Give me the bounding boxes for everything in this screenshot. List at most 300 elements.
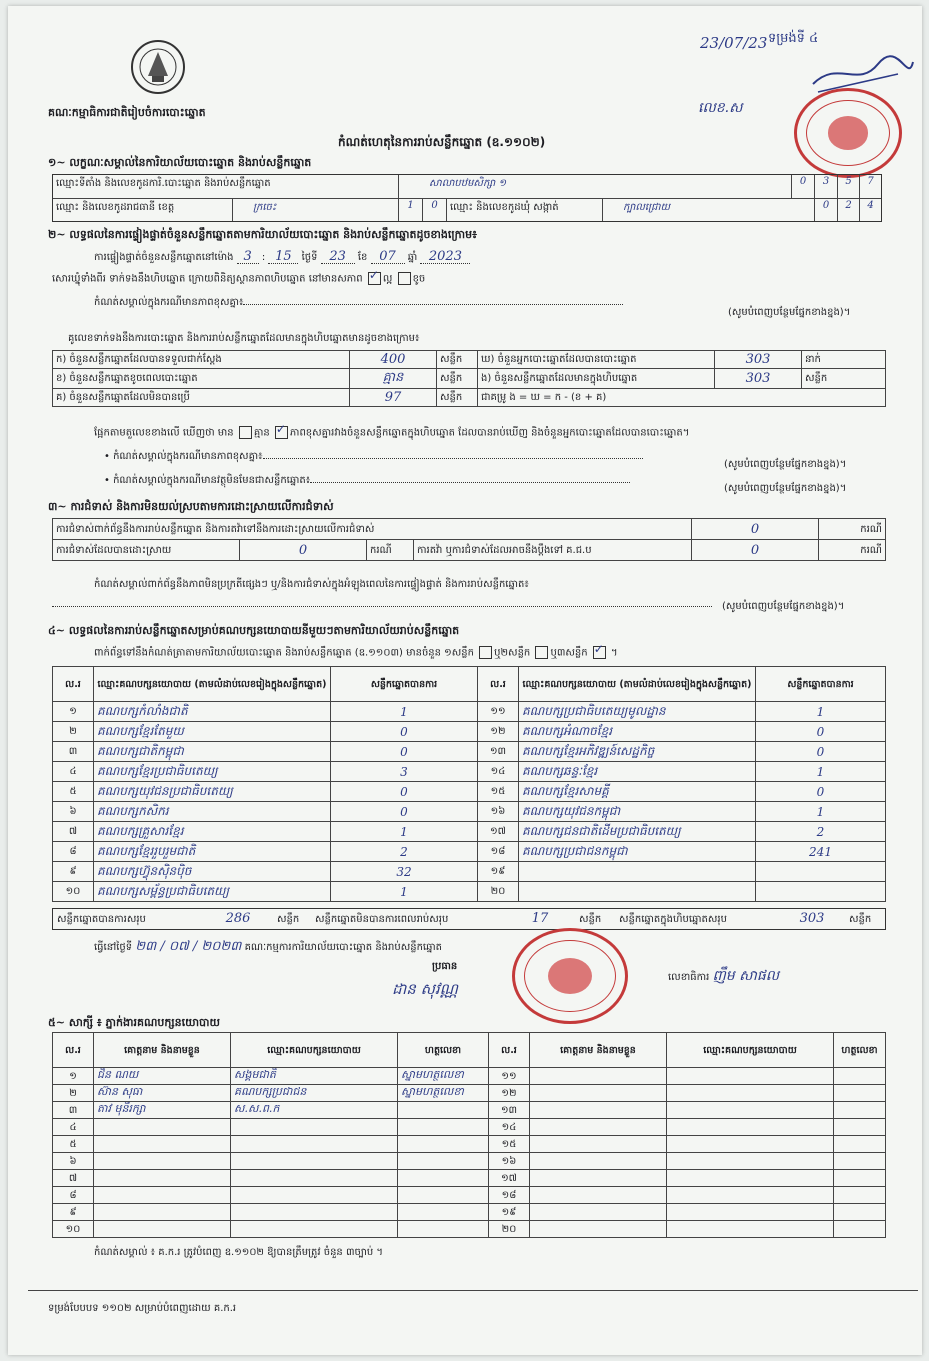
note-line [94,296,623,309]
section1-heading: ១~ លក្ខណៈសម្គាល់នៃការិយាល័យបោះឆ្នោត និងរាប់សន្លឹកឆ្នោត [48,156,312,169]
witness-signature [834,1085,886,1102]
w-col-party-right: ឈ្មោះគណបក្សនយោបាយ [667,1033,834,1068]
day-value: 23 [321,250,355,264]
witness-name [530,1085,667,1102]
witness-no: ១៣ [489,1102,530,1119]
party-name: គណបក្សឆន្ទៈខ្មែរ [519,762,756,782]
witness-name: តាវ មុនីរក្សា [94,1102,231,1119]
row-d-value: 303 [715,351,802,369]
objection-row2-right-unit: ករណី [819,540,886,561]
party-votes: 0 [756,722,886,742]
objection-row1-value: 0 [692,519,819,540]
witness-signature [834,1153,886,1170]
table-row [53,1153,886,1170]
party-no: ៤ [53,762,94,782]
row2-commune-code-3: 4 [867,200,874,211]
section3-hint: (សូមបំពេញបន្ថែមផ្នែកខាងខ្នង)។ [722,601,845,612]
party-no: ៩ [53,862,94,882]
witness-party [667,1204,834,1221]
witness-no: ១៥ [489,1136,530,1153]
witness-party [231,1170,398,1187]
row2-commune-value: ក្បាលជ្រោយ [603,199,815,221]
party-votes: 1 [331,822,478,842]
table-row [53,1068,886,1085]
total-box-value: 303 [799,911,825,926]
objection-row1-label: ការជំទាស់ពាក់ព័ន្ធនឹងការរាប់សន្លឹកឆ្នោត និងការតវ៉ាទៅនឹងការដោះស្រាយលើការជំទាស់ [53,519,692,540]
witness-name [530,1102,667,1119]
party-name: គណបក្សខ្មែរតែមួយ [94,722,331,742]
verification-time-line: ការផ្ទៀងផ្ទាត់ចំនួនសន្លឹកឆ្នោតនៅម៉ោង 3 : 15 ថ្ងៃទី 23 ខែ 07 ឆ្នាំ 2023 [94,250,470,264]
witness-party: គណបក្សប្រជាជន [231,1085,398,1102]
witness-no: ១៨ [489,1187,530,1204]
objection-table [52,518,886,561]
total-valid-label: សន្លឹកឆ្នោតបានការសរុប [57,914,146,925]
witness-name [94,1153,231,1170]
chair-signature: ដាន សុវណ្ណ [392,980,458,998]
form-title: កំណត់ហេតុនៃការរាប់សន្លឹកឆ្នោត (ឧ.១១០២) [338,135,546,149]
witness-table [52,1032,886,1238]
ballot-box-condition-line [52,272,425,286]
party-name: គណបក្សខ្មែរប្រជាធិបតេយ្យ [94,762,331,782]
witness-party [667,1170,834,1187]
section5-heading: ៥~ សាក្សី ៖ ភ្នាក់ងារគណបក្សនយោបាយ [48,1016,221,1029]
year-label: ឆ្នាំ [407,252,418,263]
sheet1-checkbox[interactable] [479,646,492,659]
witness-name [530,1204,667,1221]
witness-name [94,1170,231,1187]
row-c-value: 97 [350,389,437,407]
witness-party [667,1153,834,1170]
party-name: គណបក្សជាតិកម្ពុជា [94,742,331,762]
section3-note: កំណត់សម្គាល់ពាក់ព័ន្ធនឹងភាពមិនប្រក្រតីផ្សេងៗ ឬ/និងការជំទាស់ក្នុងអំឡុងពេលនៃការផ្ទៀងផ្ទាត់ និងការរាប់សន្លឹកឆ្នោត៖ [94,579,529,590]
row2-code-1: 1 [399,199,423,221]
party-name: គណបក្សជនជាតិដើមប្រជាធិបតេយ្យ [519,822,756,842]
witness-name [530,1153,667,1170]
party-name [519,882,756,902]
witness-party [667,1221,834,1238]
section4-heading: ៤~ លទ្ធផលនៃការរាប់សន្លឹកឆ្នោតសម្រាប់គណបក្សនយោបាយនីមួយៗតាមការិយាល័យរាប់សន្លឹកឆ្នោត [48,624,460,637]
handwritten-office: លេខ.ស [698,100,743,116]
total-invalid-value: 17 [531,911,549,926]
witness-signature [834,1136,886,1153]
w-col-name-right: គោត្តនាម និងនាមខ្លួន [530,1033,667,1068]
party-name: គណបក្សហ៊្វុនស៊ិនប៉ិច [94,862,331,882]
witness-party [667,1187,834,1204]
witness-signature [834,1068,886,1085]
bullet1-hint: (សូមបំពេញបន្ថែមផ្នែកខាងខ្នង)។ [724,459,847,470]
objection-row2-value: 0 [240,540,367,561]
witness-party [231,1187,398,1204]
row-e-label: ង) ចំនួនសន្លឹកឆ្នោតដែលមានក្នុងហិបឆ្នោត [478,369,715,389]
minute-value: 15 [268,250,298,264]
table-row [53,822,886,842]
table-row [53,351,886,369]
year-value: 2023 [420,250,470,264]
witness-signature [398,1221,489,1238]
table-row [53,722,886,742]
intro-text: ពាក់ព័ន្ធទៅនឹងកំណត់ត្រាតាមការិយាល័យបោះឆ្នោត និងរាប់សន្លឹកឆ្នោត (ឧ.១១០៣) មានចំនួន ១សន្លឹក [94,647,474,659]
party-votes: 0 [331,722,478,742]
table-row [53,1085,886,1102]
row-d-unit: នាក់ [802,351,886,369]
condition-text: សោរឃ្នុំទាំងពីរ ទាក់ទងនឹងហិបឆ្នោត ក្រោយពិនិត្យស្ថានភាពហិបឆ្នោត នៅមានសភាព [52,273,363,285]
party-name: គណបក្សប្រជាធិបតេយ្យមូលដ្ឋាន [519,702,756,722]
witness-name [94,1187,231,1204]
party-no: ៦ [53,802,94,822]
witness-signature [834,1204,886,1221]
party-votes: 1 [331,702,478,722]
row1-code-2: 3 [815,175,838,199]
party-name [519,862,756,882]
opt3-label: ឬ៣សន្លឹក [550,647,588,659]
chair-label: ប្រធាន [432,961,458,972]
total-invalid-unit: សន្លឹក [579,914,602,925]
party-votes: 2 [331,842,478,862]
condition-ok-label: ល្អ [382,273,393,285]
org-name: គណៈកម្មាធិការជាតិរៀបចំការបោះឆ្នោត [48,106,206,119]
w-col-no-left: ល.រ [53,1033,94,1068]
witness-signature [834,1102,886,1119]
party-name: គណបក្សខ្មែរអភិវឌ្ឍន៍សេដ្ឋកិច្ច [519,742,756,762]
party-name: គណបក្សខ្មែររួបរួមជាតិ [94,842,331,862]
party-name: គណបក្សអំណាចខ្មែរ [519,722,756,742]
party-no: ៨ [53,842,94,862]
compare-line [94,426,689,440]
compare-text: ផ្អែកតាមតួលេខខាងលើ ឃើញថា មាន [94,427,234,439]
party-votes: 1 [756,802,886,822]
party-no: ១៩ [478,862,519,882]
party-votes: 0 [331,782,478,802]
date-value: ២៣ / ០៧ / ២០២៣ [135,939,242,954]
table-row [53,762,886,782]
witness-signature [834,1119,886,1136]
bullet1: • កំណត់សម្គាល់ក្នុងករណីមានភាពខុសគ្នា៖ [104,450,643,463]
row2-code-2: 0 [423,199,447,221]
section2-heading: ២~ លទ្ធផលនៃការផ្ទៀងផ្ទាត់ចំនួនសន្លឹកឆ្នោតតាមការិយាល័យបោះឆ្នោត និងរាប់សន្លឹកឆ្នោតដូចខាងក្រោម៖ [48,228,477,241]
party-results-table [52,666,886,902]
form-code: ទម្រង់ទី ៤ [768,31,819,46]
day-label: ថ្ងៃទី [301,252,318,263]
witness-name [94,1136,231,1153]
party-name: គណបក្សយុវជនកម្ពុជា [519,802,756,822]
party-votes [756,882,886,902]
witness-signature [834,1170,886,1187]
secretary-line [668,970,779,984]
witness-no: ១ [53,1068,94,1085]
witness-party [231,1119,398,1136]
party-no: ២ [53,722,94,742]
table-header-row [53,1033,886,1068]
signature-scribble-icon [808,54,918,94]
table-row [53,1119,886,1136]
nec-emblem-icon [128,38,188,96]
witness-signature [398,1153,489,1170]
time-line-label: ការផ្ទៀងផ្ទាត់ចំនួនសន្លឹកឆ្នោតនៅម៉ោង [94,252,234,263]
formula: ជាគម្រូ ង = ឃ = ក - (ខ + គ) [478,389,886,407]
opt2-label: ឬ២សន្លឹក [494,647,531,659]
party-name: គណបក្សយុវជនប្រជាធិបតេយ្យ [94,782,331,802]
party-name: គណបក្សគ្រួសារខ្មែរ [94,822,331,842]
condition-bad-checkbox[interactable] [398,272,411,285]
row-c-unit: សន្លឹក [437,389,478,407]
witness-party [231,1204,398,1221]
total-valid-value: 286 [225,911,251,926]
table-row [53,1221,886,1238]
party-no: ២០ [478,882,519,902]
month-value: 07 [371,250,405,264]
witness-signature [398,1136,489,1153]
section4-intro: ពាក់ព័ន្ធទៅនឹងកំណត់ត្រាតាមការិយាល័យបោះឆ្នោត និងរាប់សន្លឹកឆ្នោត (ឧ.១១០៣) មានចំនួន ១សន្លឹក ឬ២សន្លឹក ឬ៣សន្លឹក ✓ ។ [94,646,618,660]
w-col-sign-left: ហត្ថលេខា [398,1033,489,1068]
party-votes: 3 [331,762,478,782]
section5-footnote: កំណត់សម្គាល់ ៖ គ.ក.រ ត្រូវបំពេញ ឧ.១១០២ ឱ្យបានត្រឹមត្រូវ ចំនួន ៣ច្បាប់ ។ [94,1247,383,1258]
witness-name [530,1187,667,1204]
row-e-unit: សន្លឹក [802,369,886,389]
party-no: ១៣ [478,742,519,762]
witness-party [667,1102,834,1119]
party-no: ១២ [478,722,519,742]
party-votes: 0 [331,802,478,822]
party-votes [756,862,886,882]
row-a-value: 400 [350,351,437,369]
objection-row2-right-label: ការតវ៉ា ឬការជំទាស់ដែលអាចនឹងប្តឹងទៅ គ.ជ.ប [414,540,692,561]
witness-signature [834,1221,886,1238]
row-b-value: គ្មាន [350,369,437,389]
witness-signature [834,1187,886,1204]
witness-party [667,1068,834,1085]
table-row [53,540,886,561]
witness-name [94,1119,231,1136]
witness-no: ៧ [53,1170,94,1187]
witness-party [231,1153,398,1170]
note-hint: (សូមបំពេញបន្ថែមផ្នែកខាងខ្នង)។ [728,307,851,318]
table-row [53,862,886,882]
witness-party [231,1221,398,1238]
party-no: ១៧ [478,822,519,842]
party-votes: 1 [756,702,886,722]
witness-name [530,1136,667,1153]
witness-signature [398,1187,489,1204]
table-row [53,1187,886,1204]
objection-row2-right-value: 0 [692,540,819,561]
party-votes: 1 [331,882,478,902]
date-line [94,940,442,954]
condition-bad-label: ខូច [412,273,426,285]
party-votes: 0 [756,782,886,802]
row1-code-1: 0 [792,175,815,199]
party-no: ៧ [53,822,94,842]
sheet3-checkbox[interactable] [593,646,606,659]
col-no-right: ល.រ [478,667,519,702]
footer-text: ទម្រង់បែបបទ ១១០២ សម្រាប់បំពេញដោយ គ.ក.រ [48,1303,237,1314]
party-no: ១៥ [478,782,519,802]
document-page [8,6,922,1355]
party-no: ១៤ [478,762,519,782]
party-no: ១១ [478,702,519,722]
sheet2-checkbox[interactable] [535,646,548,659]
secretary-label: លេខាធិការ [668,972,710,983]
witness-no: ៣ [53,1102,94,1119]
col-no-left: ល.រ [53,667,94,702]
witness-no: ១៩ [489,1204,530,1221]
witness-no: ១៦ [489,1153,530,1170]
witness-name [530,1119,667,1136]
row-c-label: គ) ចំនួនសន្លឹកឆ្នោតដែលមិនបានប្រើ [53,389,350,407]
witness-signature [398,1119,489,1136]
witness-party [231,1136,398,1153]
witness-party [667,1085,834,1102]
row-a-unit: សន្លឹក [437,351,478,369]
w-col-party-left: ឈ្មោះគណបក្សនយោបាយ [231,1033,398,1068]
party-votes: 1 [756,762,886,782]
row1-label: ឈ្មោះទីតាំង និងលេខកូដការិ.បោះឆ្នោត និងរាប់សន្លឹកឆ្នោត [53,175,399,199]
witness-no: ១២ [489,1085,530,1102]
witness-no: ៥ [53,1136,94,1153]
bullet2: • កំណត់សម្គាល់ក្នុងករណីមានវត្ថុមិនមែនជាសន្លឹកឆ្នោត៖ [104,474,630,487]
row1-code-4: 7 [860,175,881,199]
table-row [53,742,886,762]
witness-name [530,1221,667,1238]
condition-ok-checkbox[interactable] [368,272,381,285]
w-col-no-right: ល.រ [489,1033,530,1068]
witness-party: សង្គមជាតិ [231,1068,398,1085]
witness-signature [398,1170,489,1187]
witness-name [530,1068,667,1085]
witness-no: ១៤ [489,1119,530,1136]
section1-table [52,174,882,222]
witness-no: ១៧ [489,1170,530,1187]
total-box-unit: សន្លឹក [849,914,872,925]
party-no: ១០ [53,882,94,902]
table-row [53,519,886,540]
table-row [53,1170,886,1187]
table-row [53,842,886,862]
objection-row2-unit: ករណី [367,540,414,561]
footer-divider [28,1290,918,1291]
total-valid-unit: សន្លឹក [277,914,300,925]
objection-row2-label: ការជំទាស់ដែលបានដោះស្រាយ [53,540,240,561]
date-label: ធ្វើនៅថ្ងៃទី [94,942,133,953]
row-a-label: ក) ចំនួនសន្លឹកឆ្នោតដែលបានទទួលជាក់ស្តែង [53,351,350,369]
party-name: គណបក្សប្រជាជនកម្ពុជា [519,842,756,862]
official-stamp-middle [512,928,628,1024]
witness-no: ៨ [53,1187,94,1204]
row2-commune-code-1: 0 [815,199,838,221]
witness-no: ៤ [53,1119,94,1136]
witness-name: ជិន ណយ [94,1068,231,1085]
total-box-label: សន្លឹកឆ្នោតក្នុងហិបឆ្នោតសរុប [619,914,727,925]
table-row [53,882,886,902]
witness-name: ស៊ាន សុធា [94,1085,231,1102]
party-name: គណបក្សសម្ព័ន្ធប្រជាធិបតេយ្យ [94,882,331,902]
section3-heading: ៣~ ការជំទាស់ និងការមិនយល់ស្របតាមការដោះស្រាយលើការជំទាស់ [48,500,334,513]
party-votes: 0 [331,742,478,762]
section3-note-line [52,606,712,607]
witness-signature [398,1102,489,1119]
secretary-signature: ញឹម សាផល [712,968,780,984]
col-party-right: ឈ្មោះគណបក្សនយោបាយ (តាមលំដាប់លេខរៀងក្នុងសន្លឹកឆ្នោត) [519,667,756,702]
party-no: ៣ [53,742,94,762]
hour-value: 3 [237,250,259,264]
table-row [53,1102,886,1119]
row2-commune-code-2: 2 [838,199,860,221]
month-label: ខែ [357,252,368,263]
witness-signature: ស្នាមហត្ថលេខា [398,1085,489,1102]
ballot-count-table [52,350,886,407]
witness-no: ២ [53,1085,94,1102]
party-no: ៥ [53,782,94,802]
bullet2-label: កំណត់សម្គាល់ក្នុងករណីមានវត្ថុមិនមែនជាសន្លឹកឆ្នោត៖ [113,475,311,486]
table-row [53,702,886,722]
committee-label: គណៈកម្មការការិយាល័យបោះឆ្នោត និងរាប់សន្លឹកឆ្នោត [244,942,442,953]
witness-name [94,1221,231,1238]
row-b-unit: សន្លឹក [437,369,478,389]
note-label: កំណត់សម្គាល់ក្នុងករណីមានភាពខុសគ្នា៖ [94,297,244,308]
col-votes-right: សន្លឹកឆ្នោតបានការ [756,667,886,702]
official-stamp-top [794,88,902,178]
witness-no: ១០ [53,1221,94,1238]
table-row [53,802,886,822]
party-name: គណបក្សកំលាំងជាតិ [94,702,331,722]
witness-no: ២០ [489,1221,530,1238]
w-col-name-left: គោត្តនាម និងនាមខ្លួន [94,1033,231,1068]
party-name: គណបក្សខ្មែរសាមគ្គី [519,782,756,802]
row-b-label: ខ) ចំនួនសន្លឹកឆ្នោតខូចពេលបោះឆ្នោត [53,369,350,389]
party-no: ១៦ [478,802,519,822]
objection-row1-unit: ករណី [819,519,886,540]
bullet2-hint: (សូមបំពេញបន្ថែមផ្នែកខាងខ្នង)។ [724,483,847,494]
party-no: ១៨ [478,842,519,862]
witness-party: ស.ស.ព.ក [231,1102,398,1119]
table-intro: គូលេខទាក់ទងនឹងការបោះឆ្នោត និងការរាប់សន្លឹកឆ្នោតដែលមានក្នុងហិបឆ្នោតមានដូចខាងក្រោម៖ [68,333,420,344]
row2-label: ឈ្មោះ និងលេខកូដរាជធានី ខេត្ត [53,199,233,221]
handwritten-date: 23/07/23 [700,34,768,52]
table-row [53,369,886,389]
witness-no: ៩ [53,1204,94,1221]
party-votes: 0 [756,742,886,762]
witness-name [94,1204,231,1221]
witness-party [667,1119,834,1136]
table-row [53,389,886,407]
bullet1-label: កំណត់សម្គាល់ក្នុងករណីមានភាពខុសគ្នា៖ [113,451,263,462]
row1-value: សាលាបឋមសិក្សា ១ [399,175,792,199]
witness-name [530,1170,667,1187]
table-row [53,1204,886,1221]
table-row [53,782,886,802]
row-e-value: 303 [715,369,802,389]
w-col-sign-right: ហត្ថលេខា [834,1033,886,1068]
witness-signature: ស្នាមហត្ថលេខា [398,1068,489,1085]
row1-code-3: 5 [838,175,860,199]
table-row [53,1136,886,1153]
compare-no-checkbox[interactable] [275,426,288,439]
compare-tail: ភាពខុសគ្នារវាងចំនួនសន្លឹកឆ្នោតក្នុងហិបឆ្នោត ដែលបានរាប់ឃើញ និងចំនួនអ្នកបោះឆ្នោតដែលបានបោះឆ្នោត។ [289,427,690,439]
total-invalid-label: សន្លឹកឆ្នោតមិនបានការពេលរាប់សរុប [315,914,449,925]
totals-row [52,908,886,930]
compare-yes-checkbox[interactable] [239,426,252,439]
row-d-label: ឃ) ចំនួនអ្នកបោះឆ្នោតដែលបានបោះឆ្នោត [478,351,715,369]
col-votes-left: សន្លឹកឆ្នោតបានការ [331,667,478,702]
col-party-left: ឈ្មោះគណបក្សនយោបាយ (តាមលំដាប់លេខរៀងក្នុងសន្លឹកឆ្នោត) [94,667,331,702]
party-votes: 32 [331,862,478,882]
witness-no: ១១ [489,1068,530,1085]
table-header-row [53,667,886,702]
witness-party [667,1136,834,1153]
compare-none-label: គ្មាន [253,427,270,439]
row2-value: ក្រចេះ [233,199,399,221]
witness-signature [398,1204,489,1221]
party-no: ១ [53,702,94,722]
